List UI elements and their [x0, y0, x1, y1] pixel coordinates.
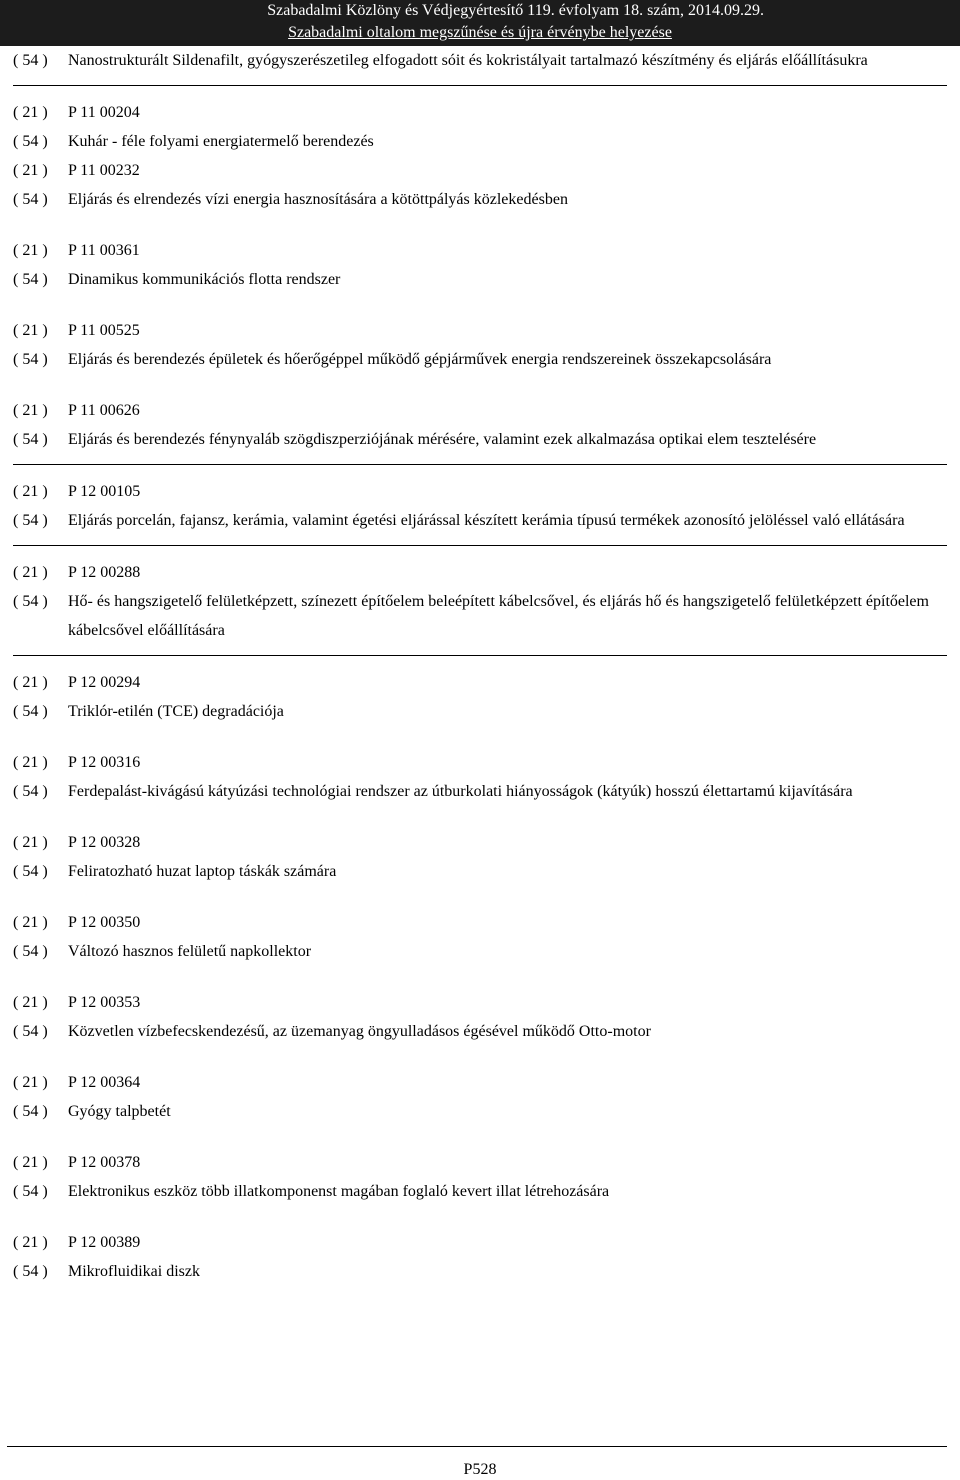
code-54: ( 54 ) — [13, 1023, 48, 1040]
patent-entry — [13, 236, 947, 294]
code-54: ( 54 ) — [13, 703, 48, 720]
separator — [13, 545, 947, 546]
application-number: P 11 00361 — [68, 242, 140, 259]
code-21: ( 21 ) — [13, 994, 48, 1011]
application-number: P 12 00316 — [68, 754, 141, 771]
code-21: ( 21 ) — [13, 162, 48, 179]
entry-title: Változó hasznos felületű napkollektor — [68, 943, 312, 960]
code-54: ( 54 ) — [13, 593, 48, 610]
entry-title: Ferdepalást-kivágású kátyúzási technológiai rendszer az útburkolati hiányosságok (kátyúk) hosszú élettartamú kijavítására — [68, 783, 853, 800]
code-21: ( 21 ) — [13, 1234, 48, 1251]
code-54: ( 54 ) — [13, 52, 48, 69]
patent-entry — [13, 828, 947, 886]
code-54: ( 54 ) — [13, 351, 48, 368]
application-number: P 12 00389 — [68, 1234, 141, 1251]
patent-entry — [13, 1068, 947, 1126]
application-number: P 12 00364 — [68, 1074, 141, 1091]
entry-title: Közvetlen vízbefecskendezésű, az üzemanyag öngyulladásos égésével működő Otto-motor — [68, 1023, 651, 1040]
application-number: P 11 00525 — [68, 322, 140, 339]
entry-title: Mikrofluidikai diszk — [68, 1263, 200, 1280]
entry-title: Eljárás és berendezés épületek és hőerőgéppel működő gépjárművek energia rendszereinek összekapcsolására — [68, 351, 772, 368]
application-number: P 11 00626 — [68, 402, 140, 419]
entry-first — [13, 46, 947, 75]
entry-title: Hő- és hangszigetelő felületképzett, színezett építőelem beleépített kábelcsővel, és eljárás hő és hangszigetelő felületképzett építőelem kábelcsővel előállítására — [68, 593, 929, 639]
patent-entry — [13, 396, 947, 454]
code-54: ( 54 ) — [13, 783, 48, 800]
code-21: ( 21 ) — [13, 834, 48, 851]
application-number: P 11 00204 — [68, 104, 140, 121]
entry-title: Elektronikus eszköz több illatkomponenst magában foglaló kevert illat létrehozására — [68, 1183, 610, 1200]
code-21: ( 21 ) — [13, 242, 48, 259]
application-number: P 12 00294 — [68, 674, 141, 691]
patent-entry — [13, 477, 947, 535]
patent-entry — [13, 988, 947, 1046]
patent-entry — [13, 668, 947, 726]
entry-title: Eljárás és berendezés fénynyaláb szögdiszperziójának mérésére, valamint ezek alkalmazása optikai elem tesztelésére — [68, 431, 817, 448]
code-54: ( 54 ) — [13, 1263, 48, 1280]
patent-entry — [13, 1228, 947, 1286]
entry-title: Feliratozható huzat laptop táskák számára — [68, 863, 337, 880]
application-number: P 12 00105 — [68, 483, 141, 500]
entry-title: Nanostrukturált Sildenafilt, gyógyszerészetileg elfogadott sóit és kokristályait tartalmazó készítmény és eljárás előállításukra — [68, 52, 868, 69]
code-21: ( 21 ) — [13, 1154, 48, 1171]
code-54: ( 54 ) — [13, 431, 48, 448]
patent-entry — [13, 316, 947, 374]
code-54: ( 54 ) — [13, 1103, 48, 1120]
entry-title: Gyógy talpbetét — [68, 1103, 171, 1120]
patent-entry — [13, 908, 947, 966]
application-number: P 12 00288 — [68, 564, 141, 581]
page-header — [0, 0, 960, 46]
patent-entry — [13, 1148, 947, 1206]
application-number: P 12 00378 — [68, 1154, 141, 1171]
journal-title: Szabadalmi Közlöny és Védjegyértesítő 119. évfolyam 18. szám, 2014.09.29. — [267, 2, 764, 19]
application-number: P 12 00353 — [68, 994, 141, 1011]
code-54: ( 54 ) — [13, 271, 48, 288]
code-21: ( 21 ) — [13, 322, 48, 339]
entry-title: Eljárás porcelán, fajansz, kerámia, valamint égetési eljárással készített kerámia típusú termékek azonosító jelöléssel való ellátására — [68, 512, 905, 529]
entry-title: Dinamikus kommunikációs flotta rendszer — [68, 271, 341, 288]
entry-title: Eljárás és elrendezés vízi energia hasznosítására a kötöttpályás közlekedésben — [68, 191, 568, 208]
patent-entry — [13, 98, 947, 156]
entry-title: Kuhár - féle folyami energiatermelő berendezés — [68, 133, 374, 150]
code-21: ( 21 ) — [13, 1074, 48, 1091]
code-54: ( 54 ) — [13, 512, 48, 529]
code-54: ( 54 ) — [13, 1183, 48, 1200]
code-54: ( 54 ) — [13, 863, 48, 880]
code-21: ( 21 ) — [13, 914, 48, 931]
code-54: ( 54 ) — [13, 943, 48, 960]
code-21: ( 21 ) — [13, 564, 48, 581]
application-number: P 12 00328 — [68, 834, 141, 851]
application-number: P 12 00350 — [68, 914, 141, 931]
page-number: P528 — [463, 1461, 497, 1478]
code-21: ( 21 ) — [13, 402, 48, 419]
code-21: ( 21 ) — [13, 674, 48, 691]
separator — [13, 85, 947, 86]
entry-title: Triklór-etilén (TCE) degradációja — [68, 703, 284, 720]
bottom-rule — [7, 1446, 947, 1447]
section-title: Szabadalmi oltalom megszűnése és újra érvénybe helyezése — [288, 24, 672, 41]
code-54: ( 54 ) — [13, 133, 48, 150]
code-54: ( 54 ) — [13, 191, 48, 208]
code-21: ( 21 ) — [13, 754, 48, 771]
separator — [13, 464, 947, 465]
patent-entry — [13, 156, 947, 214]
entry-list — [13, 46, 947, 1286]
patent-entry — [13, 748, 947, 806]
separator — [13, 655, 947, 656]
application-number: P 11 00232 — [68, 162, 140, 179]
patent-entry — [13, 558, 947, 645]
code-21: ( 21 ) — [13, 104, 48, 121]
code-21: ( 21 ) — [13, 483, 48, 500]
